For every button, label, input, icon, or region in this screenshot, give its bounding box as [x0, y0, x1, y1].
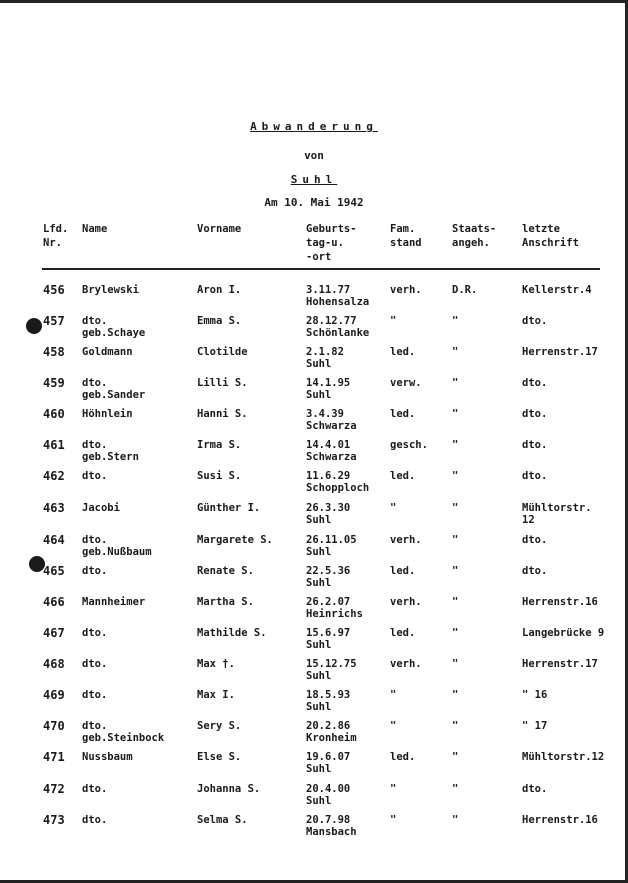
- row-address: Herrenstr.17: [522, 346, 598, 358]
- row-birth: 26.11.05 Suhl: [306, 534, 357, 558]
- row-family-status: ": [390, 689, 397, 701]
- row-name: dto.: [82, 658, 108, 670]
- row-name: dto.: [82, 783, 108, 795]
- row-family-status: led.: [390, 470, 416, 482]
- row-family-status: verh.: [390, 596, 422, 608]
- column-header-geburt: Geburts- tag-u. -ort: [306, 223, 357, 263]
- row-birth: 18.5.93 Suhl: [306, 689, 351, 713]
- punch-hole-upper: [26, 318, 42, 334]
- row-address: dto.: [522, 377, 548, 389]
- row-family-status: led.: [390, 565, 416, 577]
- row-name: Höhnlein: [82, 408, 133, 420]
- row-name: dto.: [82, 470, 108, 482]
- row-citizenship: ": [452, 502, 459, 514]
- row-family-status: ": [390, 814, 397, 826]
- row-vorname: Emma S.: [197, 315, 242, 327]
- row-address: " 17: [522, 720, 548, 732]
- row-family-status: ": [390, 720, 397, 732]
- row-vorname: Lilli S.: [197, 377, 248, 389]
- row-address: Herrenstr.16: [522, 814, 598, 826]
- row-name: Jacobi: [82, 502, 120, 514]
- row-name: dto.: [82, 689, 108, 701]
- heading-date: Am 10. Mai 1942: [264, 196, 364, 209]
- row-address: Mühltorstr.12: [522, 751, 605, 763]
- row-vorname: Susi S.: [197, 470, 242, 482]
- row-citizenship: ": [452, 658, 459, 670]
- row-address: Herrenstr.16: [522, 596, 598, 608]
- row-family-status: led.: [390, 346, 416, 358]
- row-number: 464: [43, 533, 65, 547]
- row-address: Herrenstr.17: [522, 658, 598, 670]
- row-number: 456: [43, 283, 65, 297]
- row-vorname: Hanni S.: [197, 408, 248, 420]
- row-family-status: ": [390, 502, 397, 514]
- row-birth: 15.6.97 Suhl: [306, 627, 351, 651]
- row-family-status: verh.: [390, 284, 422, 296]
- row-vorname: Max †.: [197, 658, 235, 670]
- column-header-anschrift: letzte Anschrift: [522, 223, 579, 249]
- row-name: Nussbaum: [82, 751, 133, 763]
- column-header-staats: Staats- angeh.: [452, 223, 497, 249]
- row-name: Mannheimer: [82, 596, 146, 608]
- document-title: Abwanderung: [250, 120, 378, 133]
- row-number: 459: [43, 376, 65, 390]
- row-address: dto.: [522, 315, 548, 327]
- column-header-name: Name: [82, 223, 108, 235]
- row-family-status: led.: [390, 627, 416, 639]
- column-header-vorname: Vorname: [197, 223, 242, 235]
- row-vorname: Günther I.: [197, 502, 261, 514]
- row-vorname: Renate S.: [197, 565, 254, 577]
- row-address: Kellerstr.4: [522, 284, 592, 296]
- row-number: 473: [43, 813, 65, 827]
- row-birth: 22.5.36 Suhl: [306, 565, 351, 589]
- row-birth: 20.2.86 Kronheim: [306, 720, 357, 744]
- row-name: dto. geb.Nußbaum: [82, 534, 152, 558]
- row-citizenship: ": [452, 534, 459, 546]
- row-number: 462: [43, 469, 65, 483]
- row-name: dto. geb.Sander: [82, 377, 146, 401]
- row-name: dto.: [82, 565, 108, 577]
- row-name: dto. geb.Schaye: [82, 315, 146, 339]
- row-citizenship: ": [452, 689, 459, 701]
- row-birth: 3.11.77 Hohensalza: [306, 284, 370, 308]
- row-name: Brylewski: [82, 284, 139, 296]
- row-citizenship: ": [452, 470, 459, 482]
- row-citizenship: ": [452, 627, 459, 639]
- row-citizenship: ": [452, 720, 459, 732]
- row-number: 461: [43, 438, 65, 452]
- row-vorname: Selma S.: [197, 814, 248, 826]
- row-address: " 16: [522, 689, 548, 701]
- row-family-status: verh.: [390, 534, 422, 546]
- row-family-status: verw.: [390, 377, 422, 389]
- header-rule: [42, 268, 600, 270]
- row-birth: 2.1.82 Suhl: [306, 346, 344, 370]
- row-birth: 26.2.07 Heinrichs: [306, 596, 363, 620]
- row-family-status: ": [390, 315, 397, 327]
- row-name: dto. geb.Steinbock: [82, 720, 165, 744]
- row-family-status: led.: [390, 751, 416, 763]
- row-citizenship: ": [452, 565, 459, 577]
- row-vorname: Clotilde: [197, 346, 248, 358]
- row-vorname: Martha S.: [197, 596, 254, 608]
- row-birth: 14.4.01 Schwarza: [306, 439, 357, 463]
- row-number: 458: [43, 345, 65, 359]
- row-address: dto.: [522, 408, 548, 420]
- row-citizenship: ": [452, 596, 459, 608]
- heading-city-line: [0, 173, 628, 186]
- row-citizenship: ": [452, 346, 459, 358]
- row-name: dto.: [82, 814, 108, 826]
- heading-von: von: [304, 149, 324, 162]
- row-birth: 20.7.98 Mansbach: [306, 814, 357, 838]
- row-birth: 20.4.00 Suhl: [306, 783, 351, 807]
- row-vorname: Irma S.: [197, 439, 242, 451]
- document-heading: [0, 120, 628, 133]
- row-number: 457: [43, 314, 65, 328]
- row-vorname: Max I.: [197, 689, 235, 701]
- row-birth: 14.1.95 Suhl: [306, 377, 351, 401]
- row-birth: 15.12.75 Suhl: [306, 658, 357, 682]
- row-citizenship: ": [452, 439, 459, 451]
- row-address: dto.: [522, 470, 548, 482]
- row-number: 463: [43, 501, 65, 515]
- row-address: dto.: [522, 439, 548, 451]
- row-number: 469: [43, 688, 65, 702]
- row-address: Mühltorstr. 12: [522, 502, 592, 526]
- row-vorname: Aron I.: [197, 284, 242, 296]
- row-family-status: verh.: [390, 658, 422, 670]
- column-header-famstand: Fam. stand: [390, 223, 422, 249]
- row-number: 470: [43, 719, 65, 733]
- row-number: 471: [43, 750, 65, 764]
- row-citizenship: ": [452, 377, 459, 389]
- row-number: 466: [43, 595, 65, 609]
- row-family-status: gesch.: [390, 439, 428, 451]
- row-citizenship: ": [452, 315, 459, 327]
- row-number: 468: [43, 657, 65, 671]
- row-birth: 26.3.30 Suhl: [306, 502, 351, 526]
- row-address: dto.: [522, 534, 548, 546]
- row-address: Langebrücke 9: [522, 627, 605, 639]
- row-family-status: ": [390, 783, 397, 795]
- row-number: 472: [43, 782, 65, 796]
- row-citizenship: ": [452, 751, 459, 763]
- row-vorname: Else S.: [197, 751, 242, 763]
- row-address: dto.: [522, 565, 548, 577]
- row-citizenship: ": [452, 408, 459, 420]
- row-vorname: Sery S.: [197, 720, 242, 732]
- row-name: Goldmann: [82, 346, 133, 358]
- row-name: dto. geb.Stern: [82, 439, 139, 463]
- row-birth: 19.6.07 Suhl: [306, 751, 351, 775]
- row-citizenship: ": [452, 814, 459, 826]
- row-birth: 28.12.77 Schönlanke: [306, 315, 370, 339]
- row-family-status: led.: [390, 408, 416, 420]
- row-address: dto.: [522, 783, 548, 795]
- row-citizenship: ": [452, 783, 459, 795]
- heading-city: Suhl: [290, 173, 338, 186]
- page-border-top: [0, 0, 628, 3]
- row-citizenship: D.R.: [452, 284, 478, 296]
- row-birth: 11.6.29 Schopploch: [306, 470, 370, 494]
- row-birth: 3.4.39 Schwarza: [306, 408, 357, 432]
- row-vorname: Mathilde S.: [197, 627, 267, 639]
- column-header-lfd: Lfd. Nr.: [43, 223, 69, 249]
- row-number: 465: [43, 564, 65, 578]
- row-number: 460: [43, 407, 65, 421]
- row-vorname: Margarete S.: [197, 534, 273, 546]
- row-name: dto.: [82, 627, 108, 639]
- row-vorname: Johanna S.: [197, 783, 261, 795]
- row-number: 467: [43, 626, 65, 640]
